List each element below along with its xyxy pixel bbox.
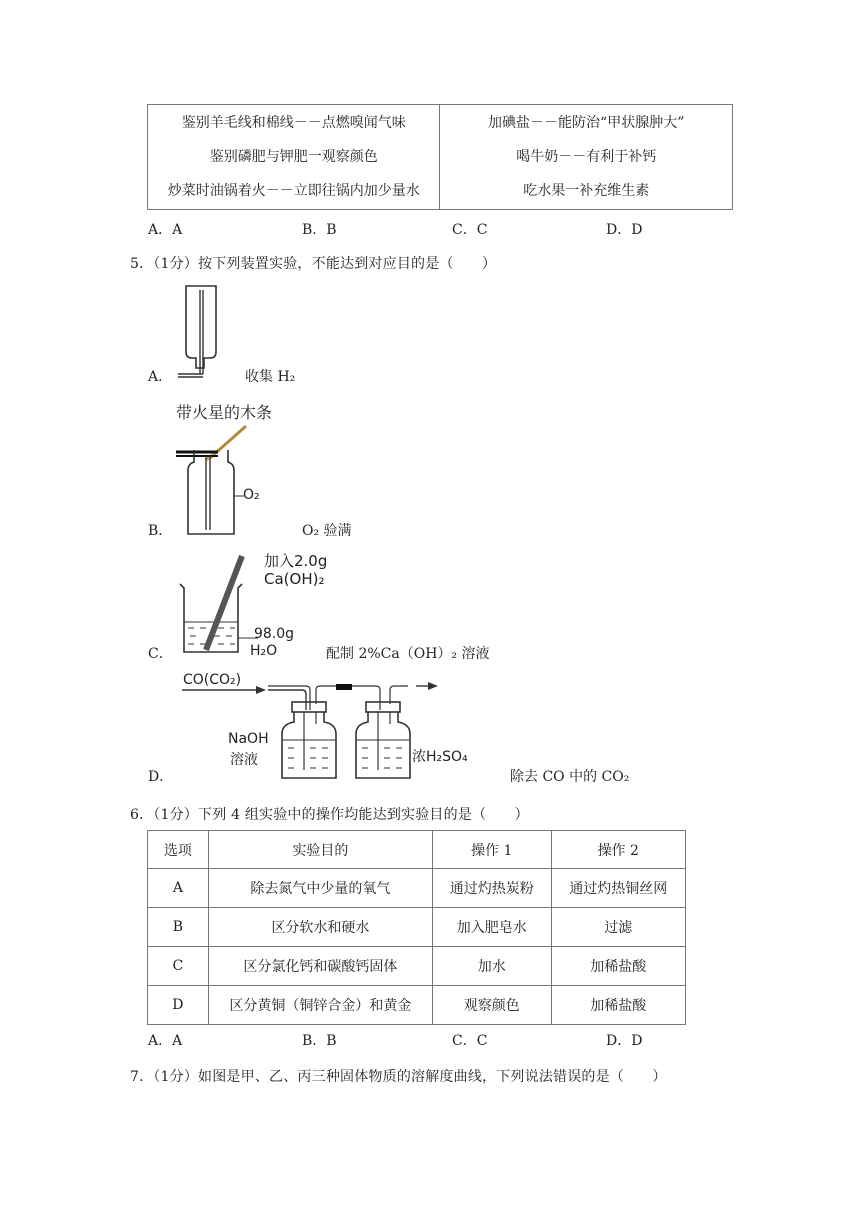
q6-choice-c[interactable]: C．C: [452, 1033, 488, 1049]
q5-a-apparatus: [170, 282, 230, 382]
q4-right-line: 吃水果一补充维生素: [523, 183, 650, 199]
q6-choice-b[interactable]: B．B: [302, 1033, 337, 1049]
q5-d-label-naoh1: NaOH: [228, 731, 269, 747]
q5-c-label-add2: Ca(OH)₂: [264, 570, 325, 588]
q4-table: [147, 104, 733, 210]
q5-a-caption: 收集 H₂: [245, 369, 296, 385]
q4-choice-a[interactable]: A．A: [148, 222, 183, 238]
q6-cell: 通过灼热铜丝网: [551, 869, 686, 908]
q6-cell: 区分黄铜（铜锌合金）和黄金: [208, 986, 432, 1025]
q6-cell: 加稀盐酸: [551, 947, 686, 986]
q4-right-line: 加碘盐－－能防治“甲状腺肿大”: [488, 115, 685, 131]
q4-left-line: 炒菜时油锅着火－－立即往锅内加少量水: [167, 183, 420, 199]
q5-c-apparatus: [172, 552, 262, 662]
q5-d-letter[interactable]: D．: [148, 769, 174, 785]
q6-header-cell: 操作 2: [551, 831, 686, 869]
q6-choice-a[interactable]: A．A: [148, 1033, 183, 1049]
q6-cell: 区分软水和硬水: [208, 908, 432, 947]
table-row: [148, 869, 686, 908]
q6-cell: C: [148, 947, 209, 986]
q6-cell: 观察颜色: [432, 986, 551, 1025]
table-row: [148, 947, 686, 986]
q5-c-label-add1: 加入2.0g: [264, 552, 328, 570]
q4-right-line: 喝牛奶－－有利于补钙: [516, 149, 657, 165]
q4-choice-d[interactable]: D．D: [606, 222, 643, 238]
q6-cell: 通过灼热炭粉: [432, 869, 551, 908]
q6-cell: 加入肥皂水: [432, 908, 551, 947]
q7-stem: 7．（1分）如图是甲、乙、丙三种固体物质的溶解度曲线，下列说法错误的是（ ）: [130, 1069, 667, 1085]
q6-cell: 区分氯化钙和碳酸钙固体: [208, 947, 432, 986]
q6-cell: 除去氮气中少量的氧气: [208, 869, 432, 908]
q6-cell: B: [148, 908, 209, 947]
q5-b-label-gas: O₂: [243, 487, 260, 503]
table-row: [148, 986, 686, 1025]
q5-stem: 5．（1分）按下列装置实验，不能达到对应目的是（ ）: [130, 256, 497, 272]
q6-stem: 6．（1分）下列 4 组实验中的操作均能达到实验目的是（ ）: [130, 807, 529, 823]
q5-d-label-h2so4: 浓H₂SO₄: [412, 749, 468, 765]
q5-d-caption: 除去 CO 中的 CO₂: [510, 769, 630, 785]
q5-c-label-water2: H₂O: [250, 643, 278, 659]
q6-header-cell: 操作 1: [432, 831, 551, 869]
q4-left-cell: [148, 105, 440, 210]
q5-c-label-water1: 98.0g: [254, 626, 295, 642]
q4-right-cell: [440, 105, 733, 210]
q6-choice-d[interactable]: D．D: [606, 1033, 643, 1049]
q5-d-label-in: CO(CO₂): [183, 672, 242, 688]
q5-c-caption: 配制 2%Ca（OH）₂ 溶液: [326, 646, 490, 662]
q5-b-label-top: 带火星的木条: [176, 403, 273, 422]
q4-choice-b[interactable]: B．B: [302, 222, 337, 238]
q5-b-caption: O₂ 验满: [302, 523, 352, 539]
q6-cell: A: [148, 869, 209, 908]
q4-left-line: 鉴别羊毛线和棉线－－点燃嗅闻气味: [181, 115, 406, 131]
q6-cell: 过滤: [551, 908, 686, 947]
q4-left-line: 鉴别磷肥与钾肥一观察颜色: [209, 149, 378, 165]
table-row: [148, 908, 686, 947]
q6-table: [147, 830, 686, 1025]
q6-header-cell: 实验目的: [208, 831, 432, 869]
q6-header-cell: 选项: [148, 831, 209, 869]
q5-b-letter[interactable]: B．: [148, 523, 173, 539]
q4-choice-c[interactable]: C．C: [452, 222, 488, 238]
q6-cell: 加稀盐酸: [551, 986, 686, 1025]
q6-cell: 加水: [432, 947, 551, 986]
q5-d-label-naoh2: 溶液: [230, 752, 258, 768]
q5-a-letter[interactable]: A．: [148, 369, 173, 385]
q5-b-apparatus: [170, 420, 280, 540]
q5-d-apparatus: [176, 674, 456, 784]
q5-c-letter[interactable]: C．: [148, 646, 173, 662]
q6-cell: D: [148, 986, 209, 1025]
